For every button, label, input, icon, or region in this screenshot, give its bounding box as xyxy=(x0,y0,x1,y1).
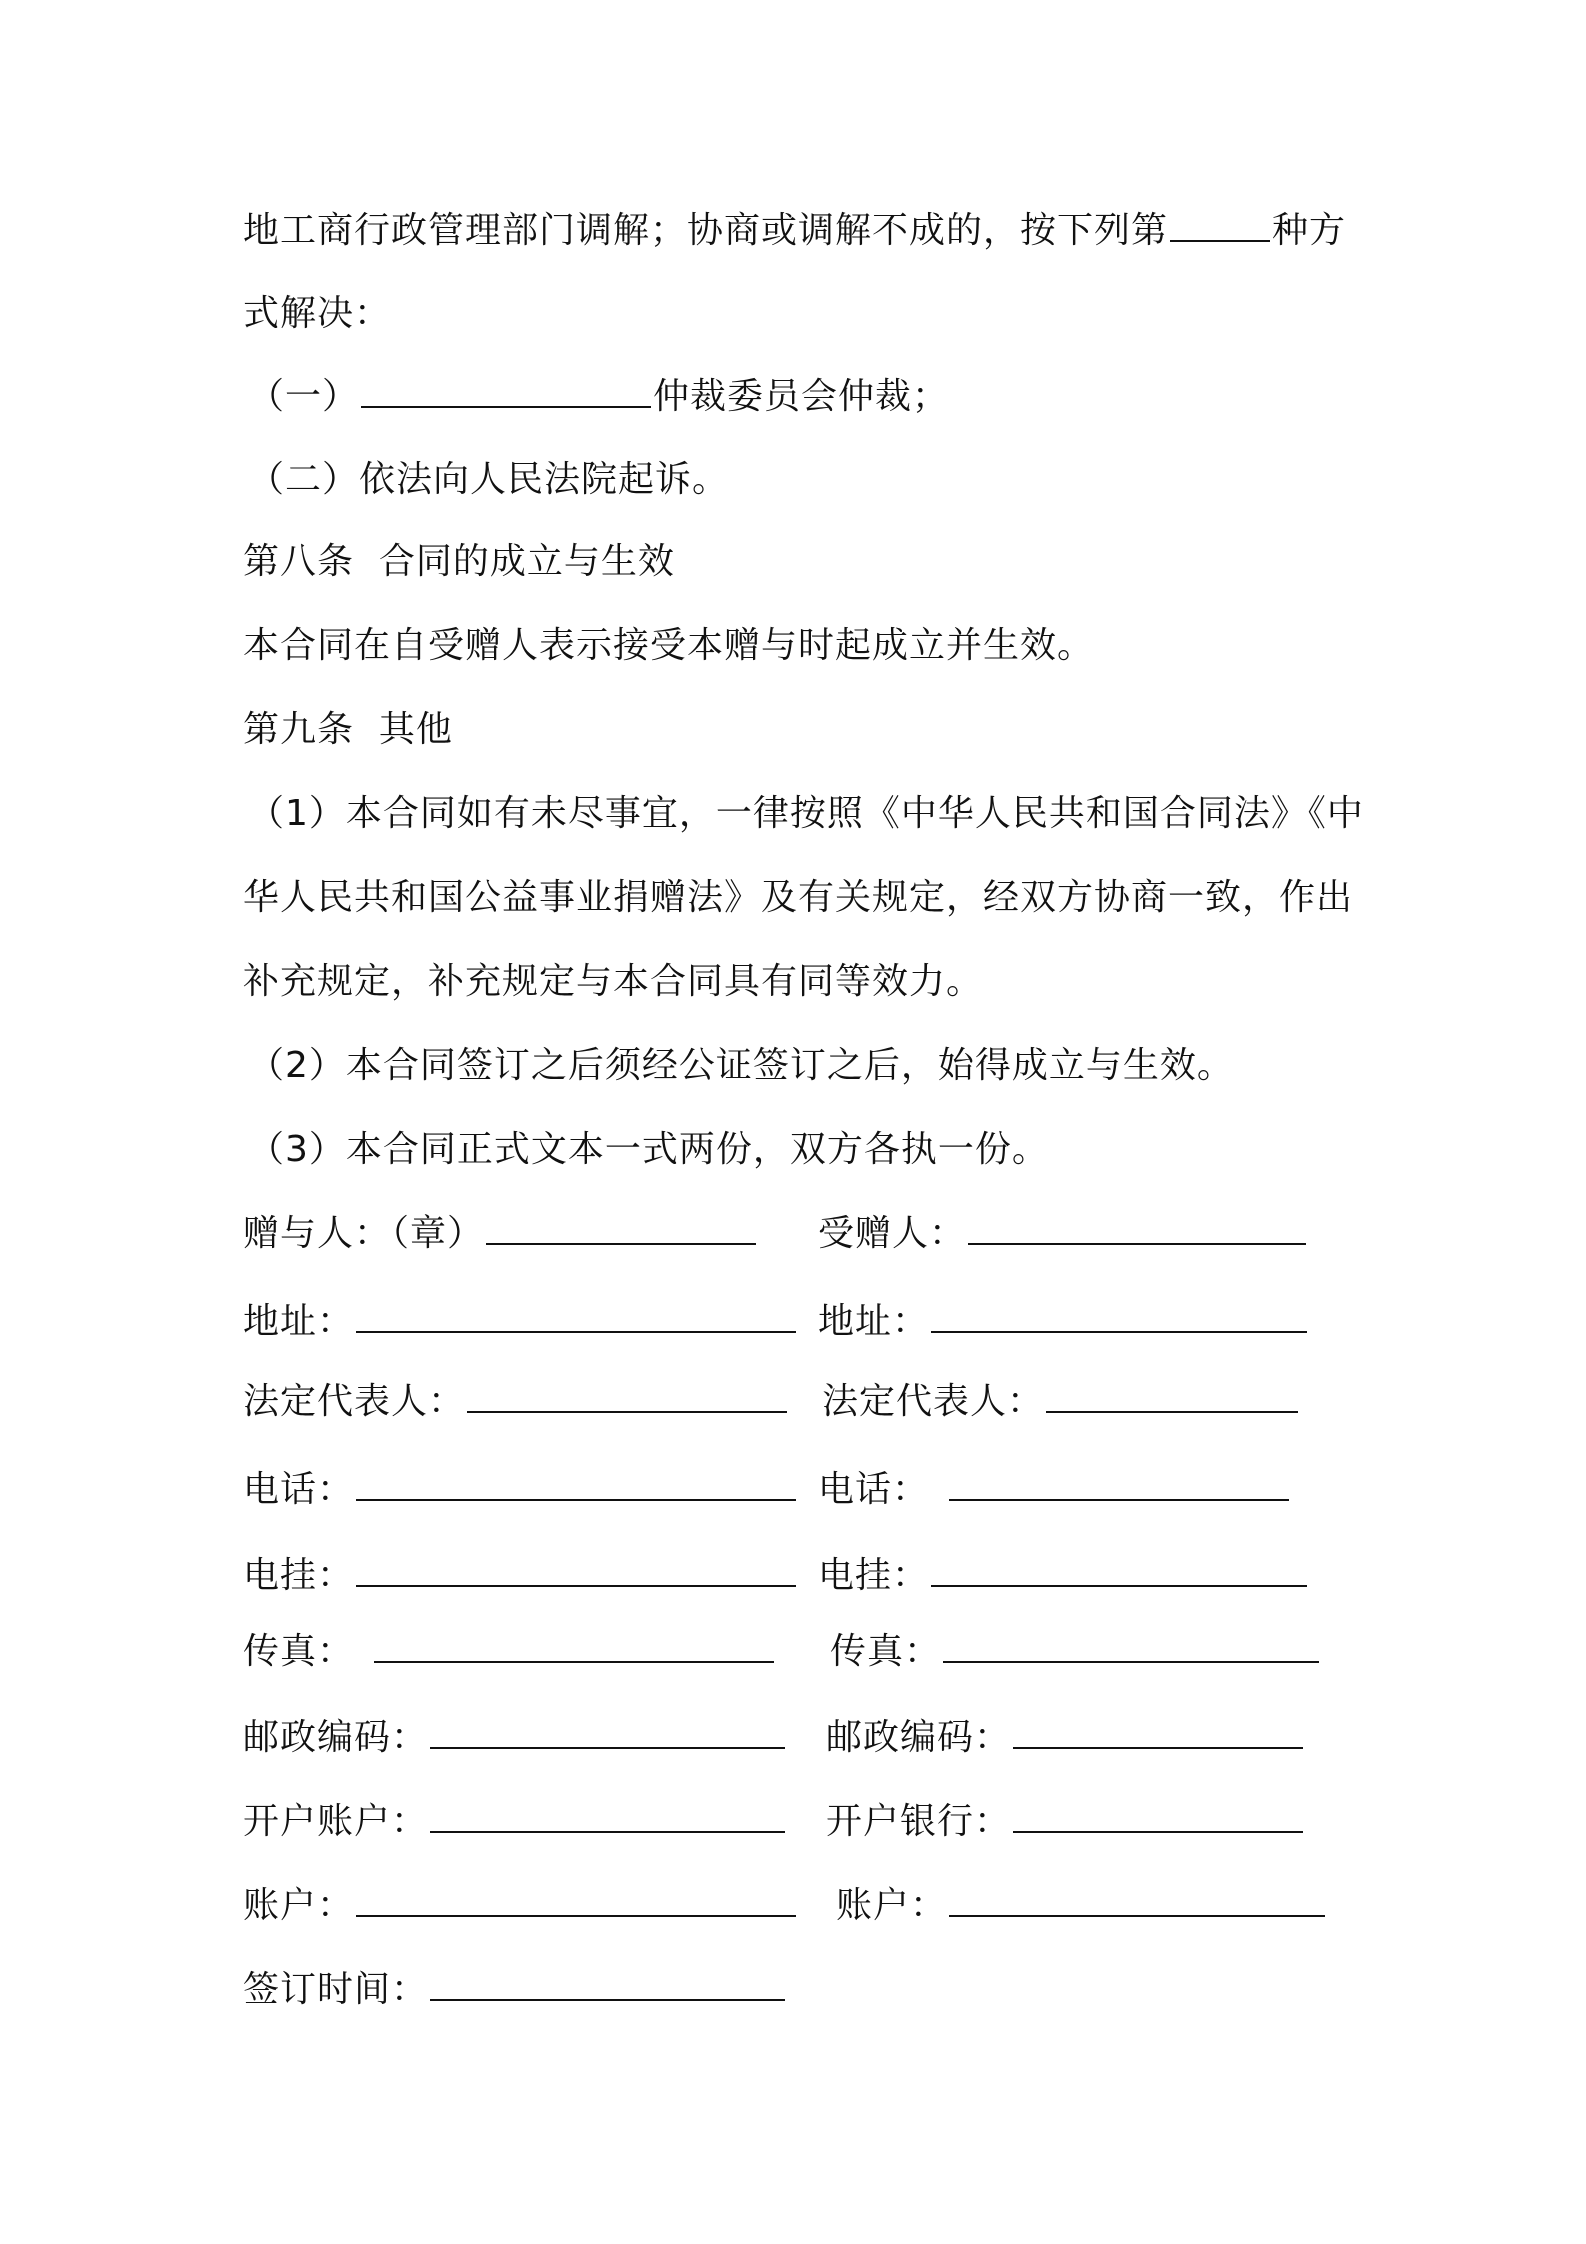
donee-cable-label: 电挂： xyxy=(818,1555,930,1596)
donor-account-blank xyxy=(356,1885,796,1917)
donor-phone-blank xyxy=(356,1469,796,1501)
donee-bank-blank xyxy=(1013,1801,1303,1833)
donee-postcode-label: 邮政编码： xyxy=(826,1717,1012,1758)
article-8-text: 本合同在自受赠人表示接受本赠与时起成立并生效。 xyxy=(243,625,1095,666)
article-9-p1-line1: （1）本合同如有未尽事宜，一律按照《中华人民共和国合同法》《中 xyxy=(248,793,1364,834)
donor-cable-field xyxy=(243,1552,798,1600)
sign-date-field xyxy=(243,1966,787,2014)
blank-line xyxy=(1170,206,1270,242)
donor-account-field xyxy=(243,1882,798,1930)
article-8-title: 第八条 合同的成立与生效 xyxy=(243,541,675,582)
donee-field xyxy=(818,1210,1308,1258)
donor-account-holder-label: 开户账户： xyxy=(243,1801,429,1842)
donee-bank-field xyxy=(826,1798,1305,1846)
donee-address-blank xyxy=(931,1301,1307,1333)
sign-date-label: 签订时间： xyxy=(243,1969,429,2010)
article-9-p2: （2）本合同签订之后须经公证签订之后，始得成立与生效。 xyxy=(248,1045,1234,1086)
donee-phone-field xyxy=(818,1466,1291,1514)
donor-account-holder-field xyxy=(243,1798,787,1846)
clause-text: 种方 xyxy=(1272,210,1347,251)
donor-address-blank xyxy=(356,1301,796,1333)
clause-line-1 xyxy=(243,206,1346,255)
donee-cable-field xyxy=(818,1552,1309,1600)
donor-blank xyxy=(486,1213,756,1245)
option-1-suffix: 仲裁委员会仲裁； xyxy=(653,376,950,417)
donor-fax-label: 传真： xyxy=(243,1631,355,1672)
donee-account-blank xyxy=(949,1885,1325,1917)
donor-label: 赠与人：（章） xyxy=(243,1213,485,1254)
donee-phone-blank xyxy=(949,1469,1289,1501)
donee-legal-rep-field xyxy=(822,1378,1300,1426)
donee-address-field xyxy=(818,1298,1309,1346)
donee-address-label: 地址： xyxy=(818,1301,930,1342)
donee-fax-blank xyxy=(943,1631,1319,1663)
donee-postcode-blank xyxy=(1013,1717,1303,1749)
donor-phone-field xyxy=(243,1466,798,1514)
clause-text: 地工商行政管理部门调解；协商或调解不成的，按下列第 xyxy=(243,210,1169,251)
donee-legal-rep-blank xyxy=(1046,1381,1298,1413)
arbitration-blank xyxy=(361,372,651,408)
donor-address-label: 地址： xyxy=(243,1301,355,1342)
donor-account-label: 账户： xyxy=(243,1885,355,1926)
donee-phone-label: 电话： xyxy=(818,1469,930,1510)
option-1 xyxy=(248,372,949,421)
donor-postcode-label: 邮政编码： xyxy=(243,1717,429,1758)
donor-postcode-field xyxy=(243,1714,787,1762)
donee-account-field xyxy=(836,1882,1327,1930)
donor-postcode-blank xyxy=(430,1717,785,1749)
donee-fax-label: 传真： xyxy=(830,1631,942,1672)
donee-fax-field xyxy=(830,1628,1321,1676)
donee-label: 受赠人： xyxy=(818,1213,967,1254)
donor-legal-rep-field xyxy=(243,1378,789,1426)
clause-line-2: 式解决： xyxy=(243,293,392,334)
donor-address-field xyxy=(243,1298,798,1346)
donor-cable-label: 电挂： xyxy=(243,1555,355,1596)
donee-blank xyxy=(968,1213,1306,1245)
article-9-p3: （3）本合同正式文本一式两份，双方各执一份。 xyxy=(248,1129,1049,1170)
option-2: （二）依法向人民法院起诉。 xyxy=(248,459,730,500)
donor-fax-field xyxy=(243,1628,776,1676)
article-9-p1-line2: 华人民共和国公益事业捐赠法》及有关规定，经双方协商一致，作出 xyxy=(243,877,1354,918)
donor-field xyxy=(243,1210,758,1258)
donor-phone-label: 电话： xyxy=(243,1469,355,1510)
article-9-title: 第九条 其他 xyxy=(243,709,453,750)
sign-date-blank xyxy=(430,1969,785,2001)
donor-fax-blank xyxy=(374,1631,774,1663)
donee-legal-rep-label: 法定代表人： xyxy=(822,1381,1045,1422)
donor-legal-rep-label: 法定代表人： xyxy=(243,1381,466,1422)
article-9-p1-line3: 补充规定，补充规定与本合同具有同等效力。 xyxy=(243,961,984,1002)
donee-account-label: 账户： xyxy=(836,1885,948,1926)
donee-bank-label: 开户银行： xyxy=(826,1801,1012,1842)
donor-account-holder-blank xyxy=(430,1801,785,1833)
donor-legal-rep-blank xyxy=(467,1381,787,1413)
donee-cable-blank xyxy=(931,1555,1307,1587)
donee-postcode-field xyxy=(826,1714,1305,1762)
option-1-prefix: （一） xyxy=(248,376,360,417)
donor-cable-blank xyxy=(356,1555,796,1587)
